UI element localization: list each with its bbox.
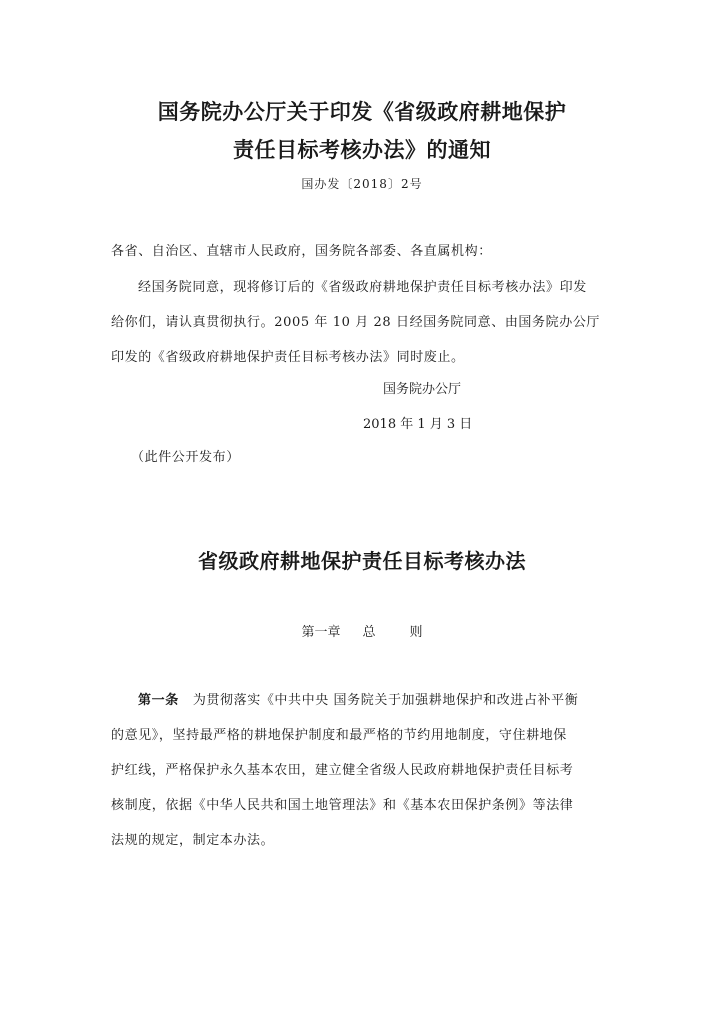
chapter-word-1: 总 <box>362 625 376 640</box>
notice-paragraph-line-2: 给你们，请认真贯彻执行。2005 年 10 月 28 日经国务院同意、由国务院办公厅 <box>111 315 601 330</box>
chapter-label: 第一章 <box>301 625 341 640</box>
article-1-label: 第一条 <box>138 693 179 708</box>
notice-paragraph-line-1: 经国务院同意，现将修订后的《省级政府耕地保护责任目标考核办法》印发 <box>138 280 587 295</box>
notice-title-line-1: 国务院办公厅关于印发《省级政府耕地保护 <box>157 100 567 124</box>
article-1-text-start: 为贯彻落实《中共中央 国务院关于加强耕地保护和改进占补平衡 <box>192 693 579 708</box>
salutation: 各省、自治区、直辖市人民政府，国务院各部委、各直属机构： <box>111 244 492 259</box>
article-1-line-5: 法规的规定，制定本办法。 <box>111 833 275 848</box>
article-1-line-3: 护红线，严格保护永久基本农田，建立健全省级人民政府耕地保护责任目标考 <box>111 763 574 778</box>
chapter-word-2: 则 <box>409 625 423 640</box>
article-1-line-1 <box>138 689 578 708</box>
regulation-title: 省级政府耕地保护责任目标考核办法 <box>198 549 526 573</box>
chapter-heading <box>0 621 724 640</box>
issuer: 国务院办公厅 <box>383 382 462 397</box>
notice-title-line-2: 责任目标考核办法》的通知 <box>233 138 491 162</box>
notice-paragraph-line-3: 印发的《省级政府耕地保护责任目标考核办法》同时废止。 <box>111 350 465 365</box>
article-1-line-4: 核制度，依据《中华人民共和国土地管理法》和《基本农田保护条例》等法律 <box>111 798 574 813</box>
issue-date: 2018 年 1 月 3 日 <box>363 417 473 432</box>
article-1-line-2: 的意见》，坚持最严格的耕地保护制度和最严格的节约用地制度，守住耕地保 <box>111 728 567 743</box>
release-note: （此件公开发布） <box>131 450 240 465</box>
document-number: 国办发〔2018〕2号 <box>301 177 423 191</box>
